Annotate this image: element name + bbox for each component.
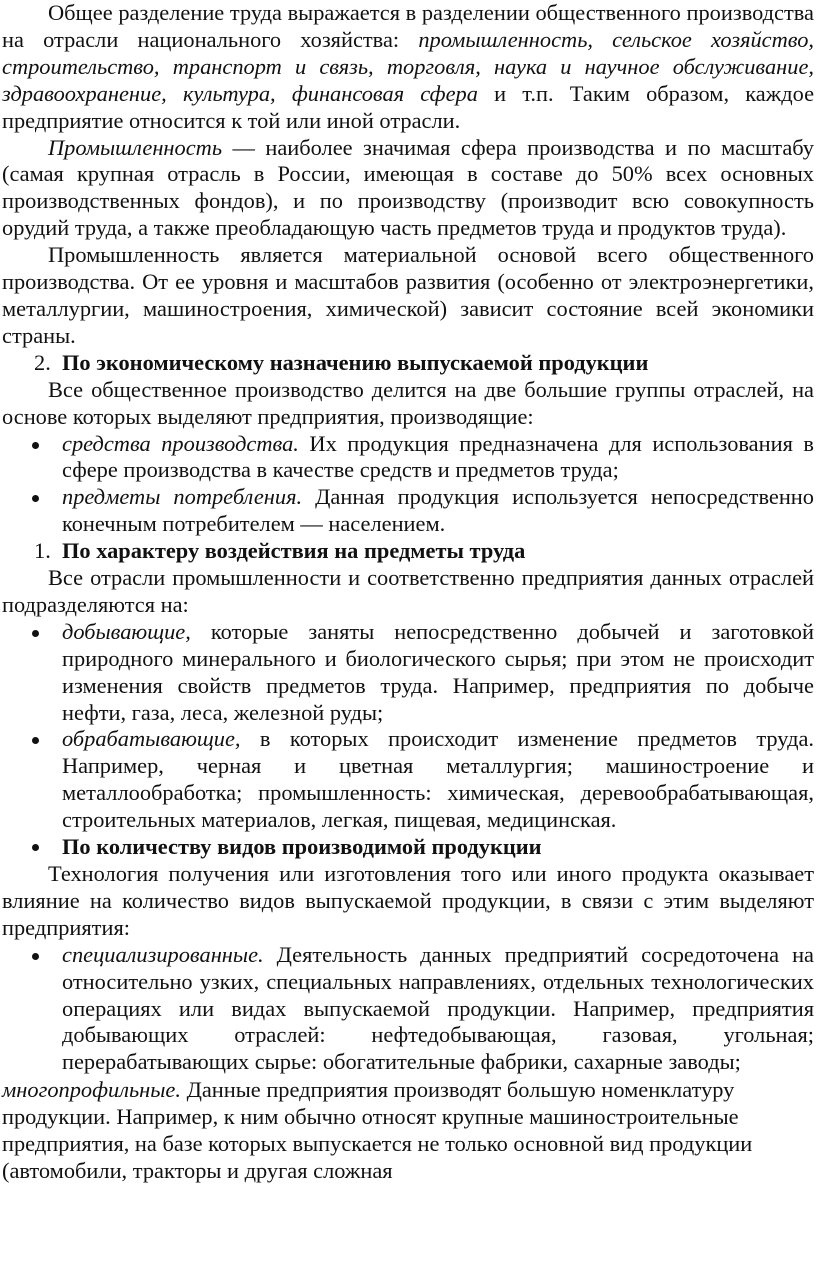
list-item-text: Их продукция предназначена для использования в сфере производства в качестве средств и предметов труда; <box>62 430 814 483</box>
section-number: 2. <box>34 349 51 375</box>
bullet-icon <box>32 737 39 744</box>
bullet-icon <box>32 442 39 449</box>
section-intro: Технология получения или изготовления того или иного продукта оказывает влияние на количество видов выпускаемой продукции, в связи с этим выделяют предприятия: <box>2 861 814 940</box>
section-title: По экономическому назначению выпускаемой продукции <box>62 349 649 375</box>
document-page <box>2 0 814 1185</box>
paragraph-industry-basis: Промышленность является материальной основой всего общественного производства. От ее уровня и масштабов развития (особенно от электроэнергетики, металлургии, машиностроения, химической) зависит состояние всей экономики страны. <box>2 242 814 348</box>
bullet-icon <box>32 495 39 502</box>
bullet-list <box>2 942 814 1077</box>
paragraph-industry <box>2 135 814 243</box>
list-item <box>2 484 814 538</box>
term-industry: Промышленность <box>48 134 223 160</box>
bullet-list <box>2 619 814 834</box>
list-item <box>2 619 814 727</box>
section-intro: Все общественное производство делится на две большие группы отраслей, на основе которых выделяют предприятия, производящие: <box>2 376 814 429</box>
section-intro: Все отрасли промышленности и соответственно предприятия данных отраслей подразделяются на: <box>2 565 814 617</box>
section-title: По количеству видов производимой продукции <box>62 834 542 860</box>
section-title: По характеру воздействия на предметы труда <box>62 538 526 564</box>
section-number: 1. <box>34 538 51 564</box>
paragraph-lead: Общее разделение труда выражается в разделении общественного производства на отрасли национального хозяйства: <box>2 0 814 52</box>
paragraph-tail: и т.п. Таким образом, каждое предприятие относится к той или иной отрасли. <box>2 80 815 133</box>
bullet-icon <box>32 844 39 851</box>
list-item-term: специализированные. <box>62 941 264 967</box>
list-item <box>2 431 814 485</box>
list-item-text: в которых происходит изменение предметов труда. Например, черная и цветная металлургия; машиностроение и металлообработка; промышленность: химическая, деревообрабатывающая, строительных материалов, легкая, пищевая, медицинская. <box>62 726 814 833</box>
term-multiprofile: многопрофильные. <box>2 1077 181 1103</box>
paragraph-text: Данные предприятия производят большую номенклатуру продукции. Например, к ним обычно относят крупные машиностроительные предприятия, на базе которых выпускается не только основной вид продукции (автомобили, тракторы и другая сложная <box>2 1077 753 1183</box>
list-item-text: Деятельность данных предприятий сосредоточена на относительно узких, специальных направлениях, отдельных технологических операциях или видах выпускаемой продукции. Например, предприятия добывающих отраслей: нефтедобывающая, газовая, угольная; перерабатывающих сырье: обогатительные фабрики, сахарные заводы; <box>62 941 814 1075</box>
paragraph-division-of-labor <box>2 0 814 135</box>
list-item-text: Данная продукция используется непосредственно конечным потребителем — населением. <box>62 484 814 537</box>
industry-list: промышленность, сельское хозяйство, строительство, транспорт и связь, торговля, наука и научное обслуживание, здравоохранение, культура, финансовая сфера <box>2 26 814 106</box>
list-item-term: средства производства. <box>62 430 299 456</box>
list-item-term: предметы потребления. <box>62 484 303 510</box>
list-item-text: которые заняты непосредственно добычей и заготовкой природного минерального и биологического сырья; при этом не происходит изменения свойств предметов труда. Например, предприятия по добыче нефти, газа, леса, железной руды; <box>62 618 814 725</box>
paragraph-multiprofile <box>2 1077 814 1185</box>
list-item-term: добывающие, <box>62 618 191 644</box>
section-heading-product-variety <box>2 834 814 861</box>
list-item <box>2 942 814 1077</box>
bullet-icon <box>32 953 39 960</box>
paragraph-text: — наиболее значимая сфера производства и по масштабу (самая крупная отрасль в России, имеющая в составе до 50% всех основных производственных фондов), и по производству (производит всю совокупность орудий труда, а также преобладающую часть предметов труда и продуктов труда). <box>2 134 814 241</box>
section-heading-economic-purpose <box>2 350 814 377</box>
bullet-icon <box>32 630 39 637</box>
bullet-list <box>2 431 814 539</box>
list-item-term: обрабатывающие, <box>62 726 241 752</box>
list-item <box>2 726 814 834</box>
section-heading-impact-on-objects <box>2 538 814 565</box>
